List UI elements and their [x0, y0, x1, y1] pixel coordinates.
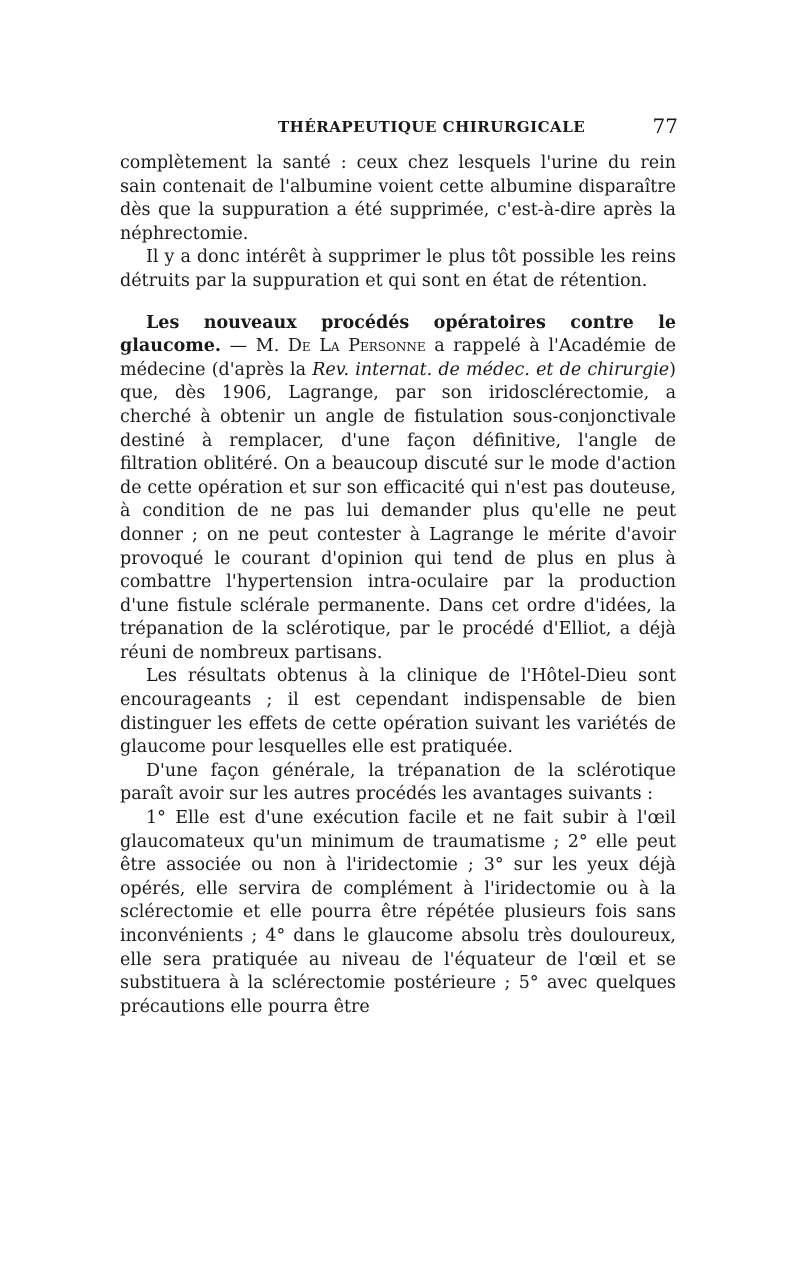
paragraph-continuation: complètement la santé : ceux chez lesquels l'urine du rein sain contenait de l'albumine voient cette albumine disparaître dès que la suppuration a été supprimée, c'est-à-dire après la néphrectomie. — [120, 153, 676, 244]
paragraph-advantages-intro: D'une façon générale, la trépanation de la sclérotique paraît avoir sur les autres procédés les avantages suivants : — [120, 760, 676, 805]
page-number: 77 — [652, 114, 678, 138]
paragraph-retention: Il y a donc intérêt à supprimer le plus tôt possible les reins détruits par la suppuration et qui sont en état de rétention. — [120, 247, 676, 291]
section-dash: — — [221, 336, 256, 357]
body-text — [120, 152, 676, 1019]
author-name: De La Personne — [287, 336, 426, 357]
source-citation: Rev. internat. de médec. et de chirurgie — [312, 359, 670, 380]
paragraph-glaucoma-section — [120, 312, 676, 666]
paragraph-results: Les résultats obtenus à la clinique de l'Hôtel-Dieu sont encourageants ; il est cependant indispensable de bien distinguer les effets de cette opération suivant les variétés de glaucome pour lesquelles elle est pratiquée. — [120, 666, 676, 758]
author-prefix: M. — [255, 336, 288, 357]
section-heading: Les nouveaux procédés opératoires contre le glaucome. — [120, 312, 676, 357]
paragraph-advantages-list: 1° Elle est d'une exécution facile et ne fait subir à l'œil glaucomateux qu'un minimum de traumatisme ; 2° elle peut être associée ou non à l'iridectomie ; 3° sur les yeux déjà opérés, elle servira de complément à l'iridectomie ou à la sclérectomie et elle pourra être répétée plusieurs fois sans inconvénients ; 4° dans le glaucome absolu très douloureux, elle sera pratiquée au niveau de l'équateur de l'œil et se substituera à la sclérectomie postérieure ; 5° avec quelques précautions elle pourra être — [120, 808, 676, 1017]
paragraph-text-a: a rappelé à l'Académie de médecine (d'après la — [120, 336, 677, 380]
paragraph-text-b: ) que, dès 1906, Lagrange, par son iridosclérectomie, a cherché à obtenir un angle de fistulation sous-conjonctivale destiné à remplacer, d'une façon définitive, l'angle de filtration oblitéré. On a beaucoup discuté sur le mode d'action de cette opération et sur son efficacité qui n'est pas douteuse, à condition de ne pas lui demander plus qu'elle ne peut donner ; on ne peut contester à Lagrange le mérite d'avoir provoqué le courant d'opinion qui tend de plus en plus à combattre l'hypertension intra-oculaire par la production d'une fistule sclérale permanente. Dans cet ordre d'idées, la trépanation de la sclérotique, par le procédé d'Elliot, a déjà réuni de nombreux partisans. — [120, 359, 676, 663]
running-title: THÉRAPEUTIQUE CHIRURGICALE — [278, 118, 586, 136]
running-head — [118, 112, 678, 142]
